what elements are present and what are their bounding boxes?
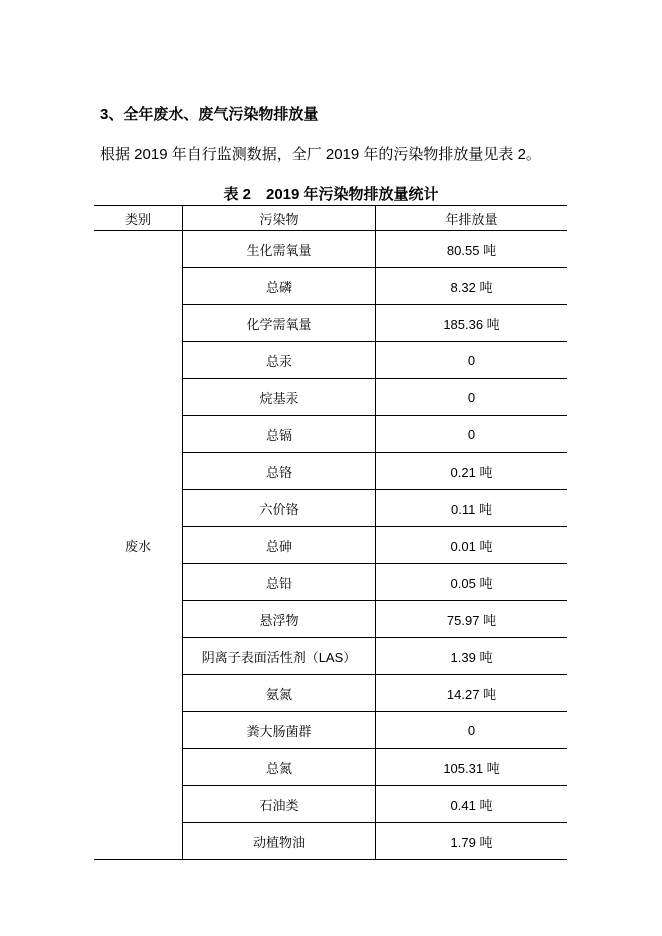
amount-cell: 1.79 吨	[376, 823, 568, 860]
pollutant-cell: 粪大肠菌群	[183, 712, 376, 749]
amount-cell: 0	[376, 712, 568, 749]
pollutant-cell: 化学需氧量	[183, 305, 376, 342]
pollutant-cell: 生化需氧量	[183, 231, 376, 268]
pollutant-cell: 烷基汞	[183, 379, 376, 416]
emissions-table	[94, 205, 567, 860]
pollutant-cell: 阴离子表面活性剂（LAS）	[183, 638, 376, 675]
section-heading: 3、全年废水、废气污染物排放量	[100, 106, 319, 123]
amount-cell: 8.32 吨	[376, 268, 568, 305]
pollutant-cell: 动植物油	[183, 823, 376, 860]
header-category: 类别	[94, 206, 183, 231]
pollutant-cell: 总磷	[183, 268, 376, 305]
header-pollutant: 污染物	[183, 206, 376, 231]
amount-cell: 0	[376, 342, 568, 379]
header-amount: 年排放量	[376, 206, 568, 231]
paragraph: 根据 2019 年自行监测数据，全厂 2019 年的污染物排放量见表 2。	[100, 146, 541, 163]
pollutant-cell: 总铬	[183, 453, 376, 490]
pollutant-cell: 六价铬	[183, 490, 376, 527]
amount-cell: 0	[376, 416, 568, 453]
table-caption: 表 2 2019 年污染物排放量统计	[223, 186, 439, 203]
pollutant-cell: 总氮	[183, 749, 376, 786]
amount-cell: 14.27 吨	[376, 675, 568, 712]
amount-cell: 0	[376, 379, 568, 416]
amount-cell: 0.01 吨	[376, 527, 568, 564]
amount-cell: 0.41 吨	[376, 786, 568, 823]
amount-cell: 1.39 吨	[376, 638, 568, 675]
pollutant-cell: 石油类	[183, 786, 376, 823]
pollutant-cell: 总汞	[183, 342, 376, 379]
pollutant-cell: 总砷	[183, 527, 376, 564]
amount-cell: 0.11 吨	[376, 490, 568, 527]
amount-cell: 75.97 吨	[376, 601, 568, 638]
pollutant-cell: 悬浮物	[183, 601, 376, 638]
category-cell: 废水	[94, 231, 183, 860]
pollutant-cell: 总铅	[183, 564, 376, 601]
amount-cell: 0.21 吨	[376, 453, 568, 490]
amount-cell: 0.05 吨	[376, 564, 568, 601]
amount-cell: 105.31 吨	[376, 749, 568, 786]
amount-cell: 80.55 吨	[376, 231, 568, 268]
amount-cell: 185.36 吨	[376, 305, 568, 342]
table-row	[94, 231, 567, 268]
pollutant-cell: 氨氮	[183, 675, 376, 712]
pollutant-cell: 总镉	[183, 416, 376, 453]
